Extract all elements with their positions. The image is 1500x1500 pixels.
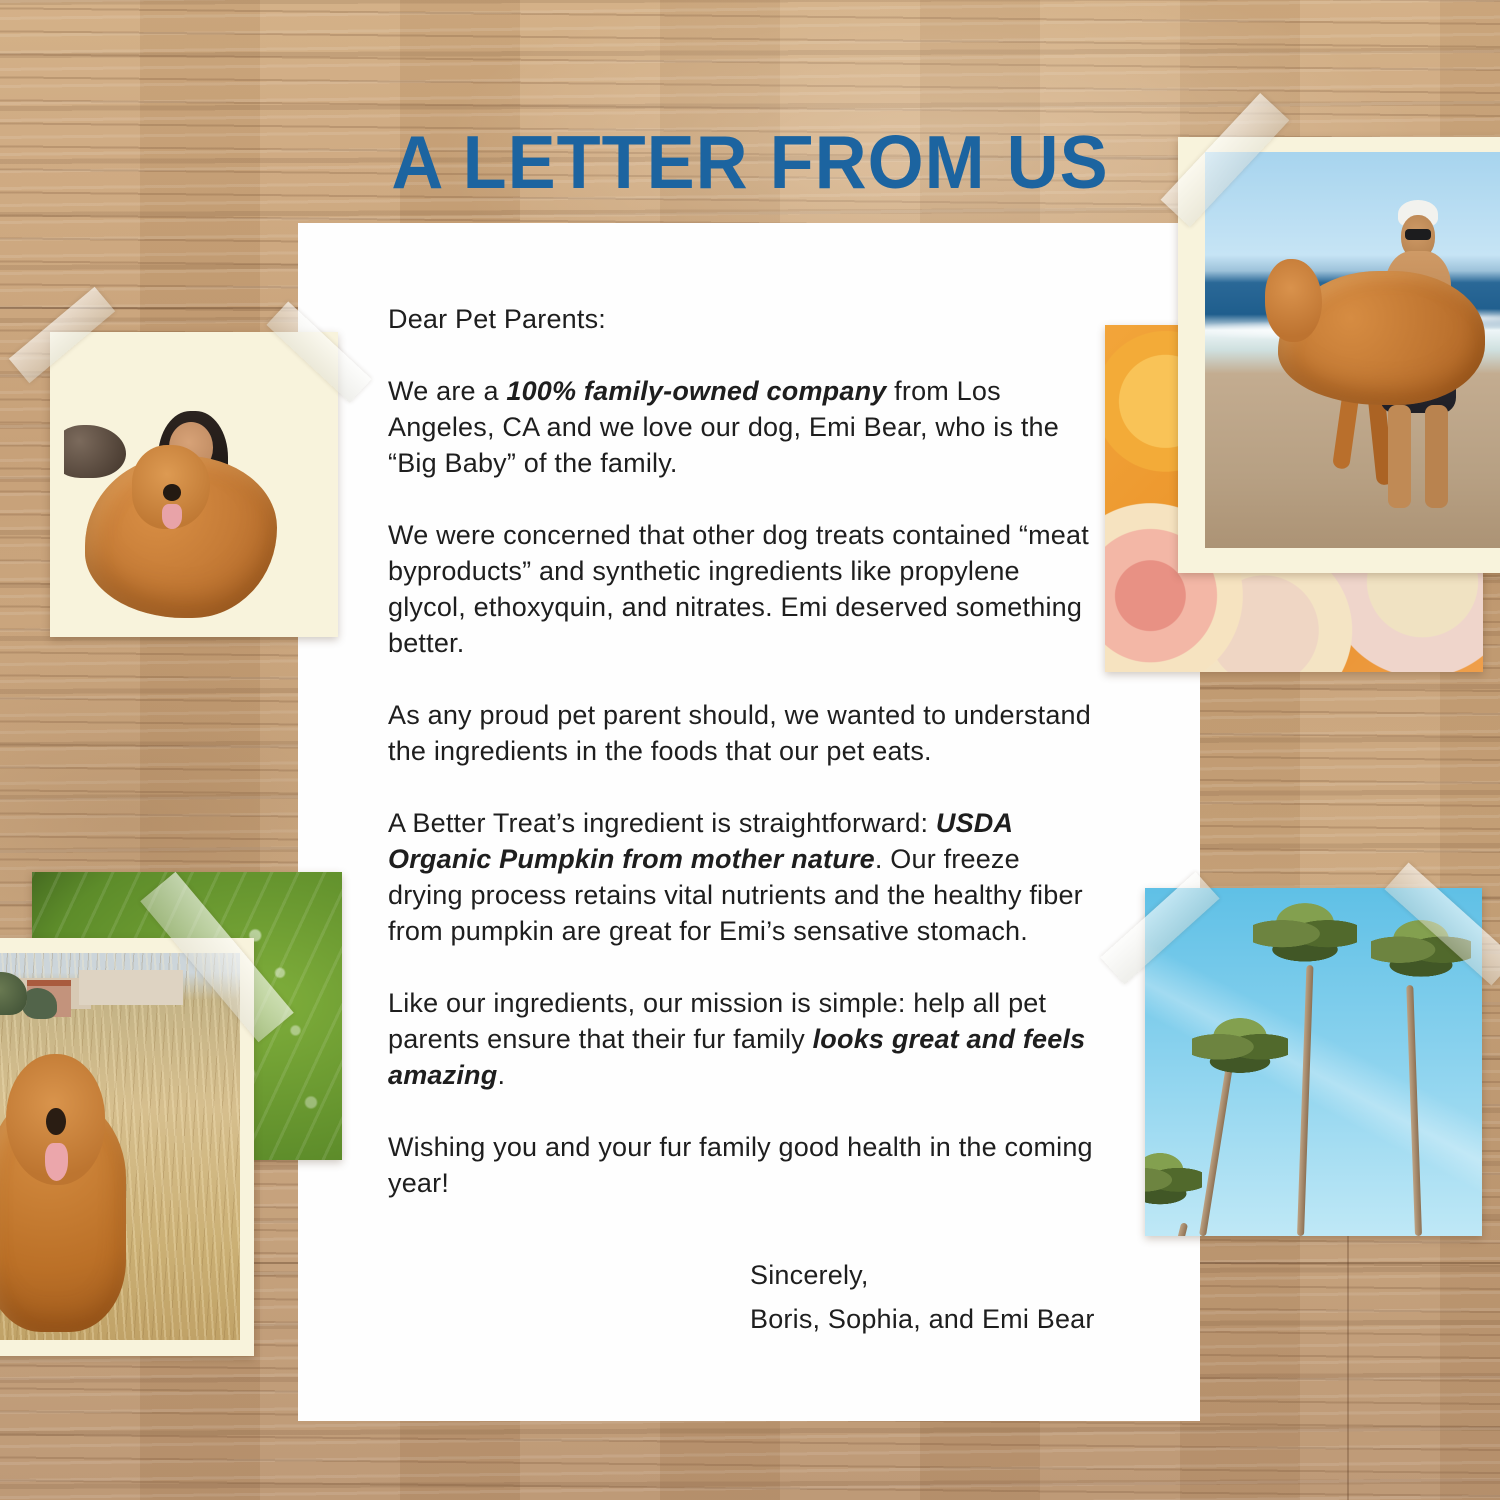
palm-trees-photo xyxy=(1145,888,1482,1236)
man-leg-illustration xyxy=(1425,405,1448,508)
dog-tongue-illustration xyxy=(162,504,183,529)
man-dog-beach-photo xyxy=(1178,137,1500,573)
dog-field-photo-image xyxy=(0,953,240,1340)
letter-paragraph: We were concerned that other dog treats contained “meat byproducts” and synthetic ingredients like propylene glycol, ethoxyquin, and nitrates. Emi deserved something better. xyxy=(388,520,1089,658)
beach-scene xyxy=(1205,152,1500,548)
palms-scene xyxy=(1145,888,1482,1236)
dog-field-photo xyxy=(0,938,254,1356)
letter-paragraph: As any proud pet parent should, we wanted to understand the ingredients in the foods that our pet eats. xyxy=(388,700,1091,766)
woman-dog-beach-photo xyxy=(50,332,338,637)
letter-paragraph: We are a 100% family-owned company from Los Angeles, CA and we love our dog, Emi Bear, who is the “Big Baby” of the family. xyxy=(388,376,1059,478)
letter-salutation: Dear Pet Parents: xyxy=(388,304,607,334)
letter-paragraph: Wishing you and your fur family good health in the coming year! xyxy=(388,1132,1093,1198)
man-dog-beach-photo-image xyxy=(1205,152,1500,548)
dog-nose-illustration xyxy=(163,484,181,501)
house-illustration xyxy=(27,980,71,1017)
page-title: A LETTER FROM US xyxy=(391,121,1109,205)
letter-paper xyxy=(298,223,1200,1421)
letter-closing: Sincerely, xyxy=(750,1260,869,1290)
letter-paragraph: A Better Treat’s ingredient is straightforward: USDA Organic Pumpkin from mother nature. Our freeze drying process retains vital nutrients and the healthy fiber from pumpkin are great for Emi’s sensative stomach. xyxy=(388,808,1083,946)
palm-trunk-illustration xyxy=(1199,1057,1234,1236)
man-leg-illustration xyxy=(1388,405,1411,508)
field-scene xyxy=(0,953,240,1340)
dog-head-illustration xyxy=(1265,259,1322,342)
rock-illustration xyxy=(64,425,126,478)
palm-trunk-illustration xyxy=(1163,1222,1188,1236)
letter-body xyxy=(388,373,1100,1201)
woman-dog-beach-photo-image xyxy=(64,344,324,624)
letter-signature: Boris, Sophia, and Emi Bear xyxy=(750,1304,1095,1334)
wood-seam xyxy=(1347,1236,1349,1500)
palm-trunk-illustration xyxy=(1297,965,1313,1236)
beach-scene xyxy=(64,344,324,624)
palm-crown-illustration xyxy=(1145,1152,1202,1210)
building-illustration xyxy=(79,970,183,1005)
trees-illustration xyxy=(0,972,27,1015)
palm-crown-illustration xyxy=(1253,902,1357,968)
letter-paragraph: Like our ingredients, our mission is simple: help all pet parents ensure that their fur family looks great and feels amazing. xyxy=(388,988,1086,1090)
sunglasses-illustration xyxy=(1405,229,1432,239)
dog-nose-illustration xyxy=(46,1108,66,1135)
palm-trunk-illustration xyxy=(1406,985,1422,1236)
letter-closing-block xyxy=(750,1257,1100,1337)
palm-crown-illustration xyxy=(1192,1017,1288,1079)
